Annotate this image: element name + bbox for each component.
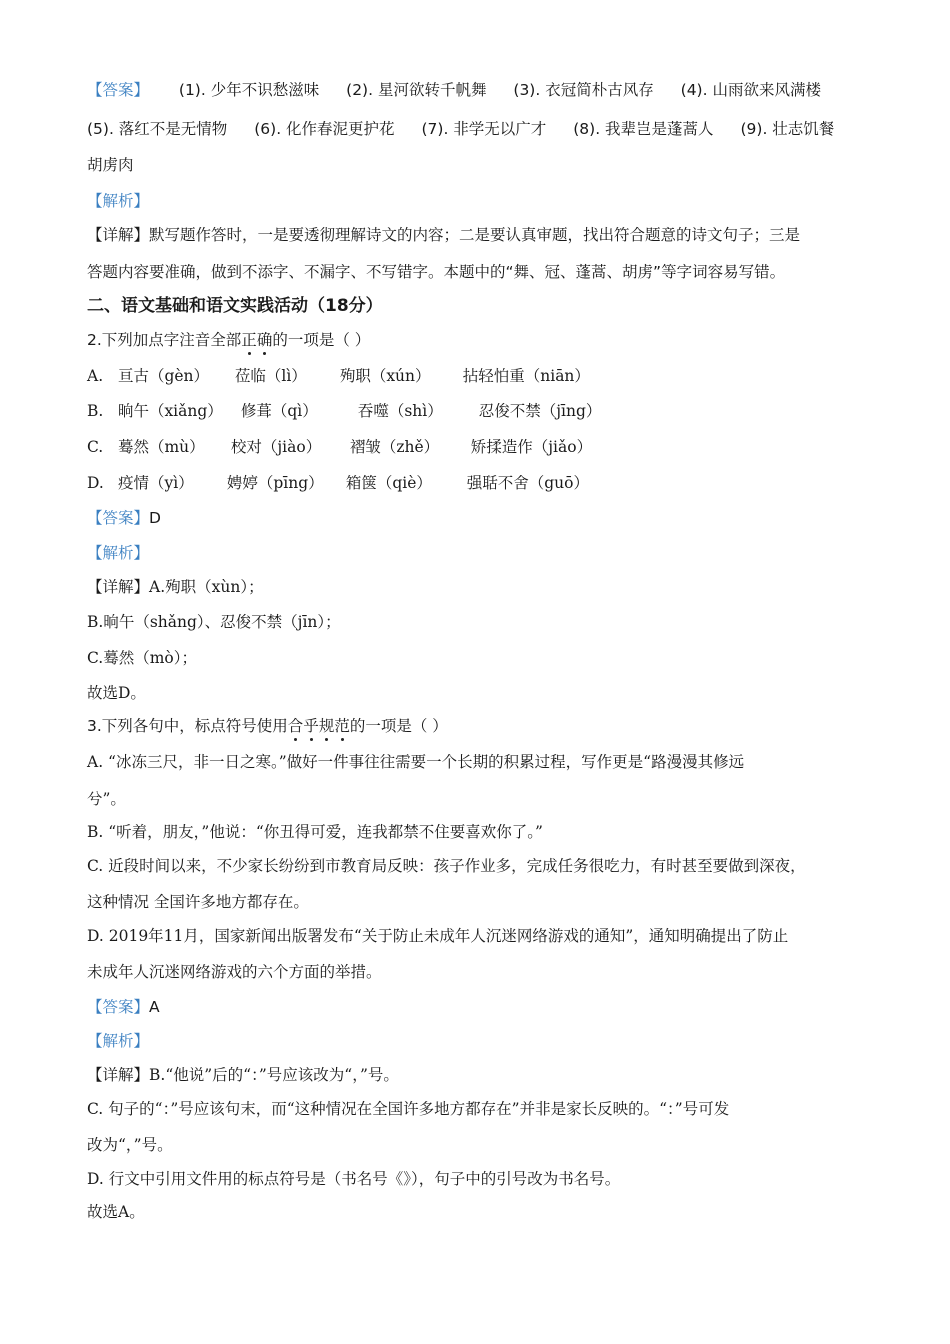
answer-item: (3). 衣冠简朴古风存 [513, 81, 654, 99]
option-item: 箱箧（qiè） [345, 474, 432, 492]
answer-value: D [149, 509, 161, 527]
answer-tag: 【答案】 [87, 998, 150, 1016]
answer-item: (2). 星河欲转千帆舞 [346, 81, 487, 99]
answer-item: (8). 我辈岂是蓬蒿人 [573, 120, 714, 138]
q3-option-c-line-1: C. 近段时间以来，不少家长纷纷到市教育局反映：孩子作业多，完成任务很吃力，有时甚至要做到深夜， [87, 857, 806, 875]
option-item: 矫揉造作（jiǎo） [470, 438, 593, 456]
q2-conclusion: 故选D。 [87, 684, 146, 702]
section-title: 二、语文基础和语文实践活动（18分） [87, 296, 383, 316]
q2-detail-1 [87, 575, 264, 597]
detail-line [87, 223, 800, 245]
emphasis-dot-char: 确 [257, 328, 273, 350]
detail-tag: 【详解】 [87, 1066, 150, 1084]
option-item: 晌午（xiǎng） [117, 402, 223, 420]
analysis-tag: 【解析】 [87, 1032, 150, 1050]
q2-detail-3: C.蓦然（mò）； [87, 649, 198, 667]
answer-item: (1). 少年不识愁滋味 [178, 81, 320, 99]
option-item: 修葺（qì） [240, 402, 318, 420]
detail-text: 答题内容要准确，做到不添字、不漏字、不写错字。本题中的“舞、冠、蓬蒿、胡虏”等字词容易写错。 [87, 263, 786, 281]
answer-tag: 【答案】 [87, 81, 150, 99]
option-item: 褶皱（zhě） [349, 438, 440, 456]
option-item: 娉婷（pīng） [226, 474, 324, 492]
q2-option-c [87, 435, 592, 457]
option-item: 亘古（gèn） [117, 367, 210, 385]
answer-value: A [149, 998, 160, 1016]
detail-text: A.殉职（xùn）； [149, 578, 264, 596]
q3-detail-2: C. 句子的“：”号应该句末，而“这种情况在全国许多地方都存在”并非是家长反映的。“：”号可发 [87, 1100, 730, 1118]
option-item: 拈轻怕重（niān） [462, 367, 590, 385]
option-item: 强聒不舍（guō） [466, 474, 589, 492]
option-letter: A. [87, 367, 104, 385]
emphasis-dot-char: 乎 [303, 714, 319, 736]
q3-detail-1 [87, 1063, 399, 1085]
analysis-tag: 【解析】 [87, 192, 150, 210]
q3-stem [87, 714, 448, 736]
emphasis-dot-char: 正 [241, 328, 257, 350]
detail-tag: 【详解】 [87, 226, 150, 244]
q2-answer [87, 506, 161, 528]
option-item: 吞噬（shì） [357, 402, 443, 420]
q2-option-b [87, 399, 601, 421]
detail-text: 默写题作答时，一是要透彻理解诗文的内容；二是要认真审题，找出符合题意的诗文句子；三是 [149, 226, 801, 244]
answer-line-2 [87, 117, 834, 139]
emphasis-dot-char: 范 [334, 714, 350, 736]
answer-item: (7). 非学无以广才 [421, 120, 547, 138]
answer-item: (6). 化作春泥更护花 [254, 120, 395, 138]
option-letter: B. [87, 402, 104, 420]
q2-stem-part: 的一项是（ ） [272, 331, 371, 349]
answer-tag: 【答案】 [87, 509, 150, 527]
q3-answer [87, 995, 160, 1017]
q3-stem-part: 3.下列各句中，标点符号使用 [87, 717, 288, 735]
q3-option-a-line-1: A. “冰冻三尺，非一日之寒。”做好一件事往往需要一个长期的积累过程，写作更是“路漫漫其修远 [87, 753, 745, 771]
q3-option-c-line-2: 这种情况 全国许多地方都存在。 [87, 893, 309, 911]
q2-option-a [87, 364, 590, 386]
analysis-tag: 【解析】 [87, 544, 150, 562]
answer-line-3: 胡虏肉 [87, 156, 134, 174]
answer-item: (5). 落红不是无情物 [87, 120, 228, 138]
answer-item: (9). 壮志饥餐 [740, 120, 835, 138]
answer-item: (4). 山雨欲来风满楼 [680, 81, 821, 99]
emphasis-dot-char: 合 [288, 714, 304, 736]
option-item: 忍俊不禁（jīng） [478, 402, 602, 420]
q3-conclusion: 故选A。 [87, 1203, 145, 1221]
option-item: 殉职（xún） [339, 367, 431, 385]
q3-option-b: B. “听着，朋友，”他说：“你丑得可爱，连我都禁不住要喜欢你了。” [87, 823, 543, 841]
q2-option-d [87, 471, 589, 493]
option-letter: C. [87, 438, 104, 456]
q3-detail-3: 改为“，”号。 [87, 1136, 173, 1154]
option-item: 蓦然（mù） [117, 438, 205, 456]
q2-stem-part: 2.下列加点字注音全部 [87, 331, 242, 349]
q2-stem [87, 328, 370, 350]
q3-stem-part: 的一项是（ ） [349, 717, 448, 735]
q3-option-d-line-1: D. 2019年11月，国家新闻出版署发布“关于防止未成年人沉迷网络游戏的通知”，通知明确提出了防止 [87, 927, 789, 945]
answer-line-1 [87, 78, 821, 100]
option-item: 校对（jiào） [230, 438, 322, 456]
option-item: 莅临（lì） [234, 367, 307, 385]
option-letter: D. [87, 474, 104, 492]
q3-option-a-line-2: 兮”。 [87, 790, 126, 808]
q3-detail-4: D. 行文中引用文件用的标点符号是（书名号《》），句子中的引号改为书名号。 [87, 1170, 621, 1188]
q3-option-d-line-2: 未成年人沉迷网络游戏的六个方面的举措。 [87, 963, 382, 981]
detail-text: B.“他说”后的“：”号应该改为“，”号。 [149, 1066, 399, 1084]
option-item: 疫情（yì） [117, 474, 194, 492]
q2-detail-2: B.晌午（shǎng）、忍俊不禁（jīn）； [87, 613, 341, 631]
emphasis-dot-char: 规 [319, 714, 335, 736]
detail-tag: 【详解】 [87, 578, 150, 596]
